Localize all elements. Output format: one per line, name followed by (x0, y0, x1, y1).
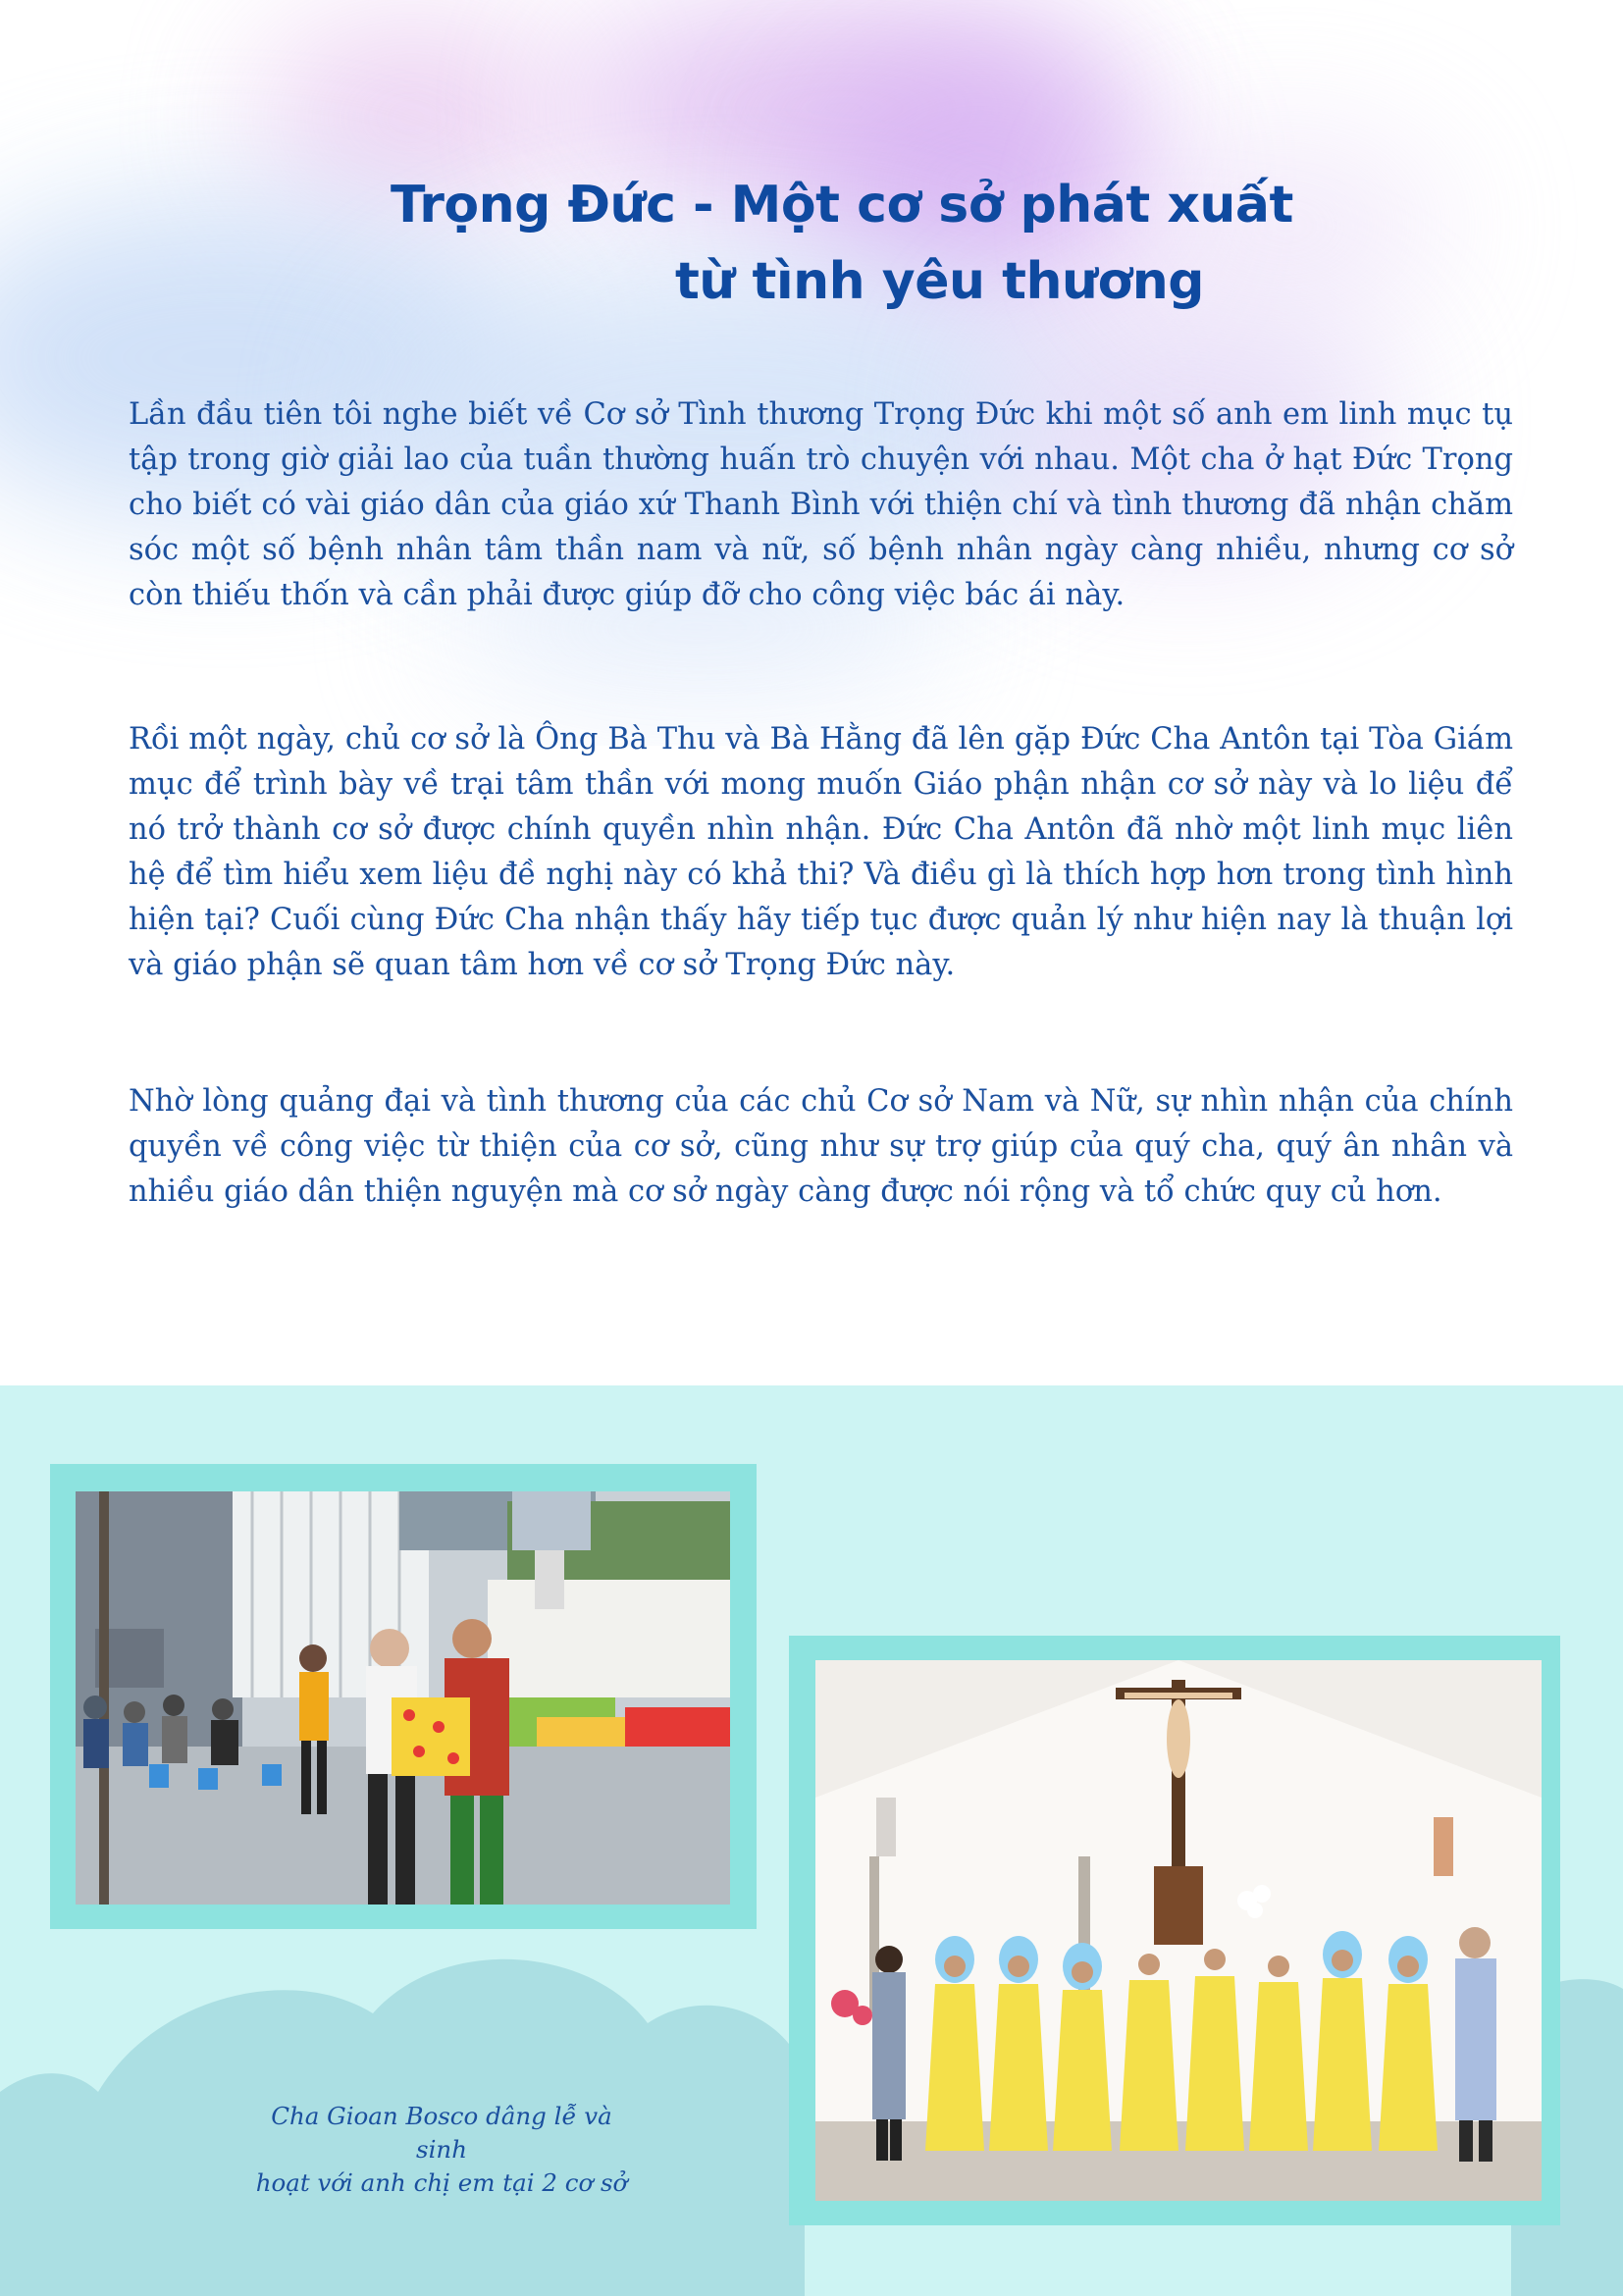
paragraph-1: Lần đầu tiên tôi nghe biết về Cơ sở Tình thương Trọng Đức khi một số anh em linh mục tụ tập trong giờ giải lao của tuần thường huấn trò chuyện với nhau. Một cha ở hạt Đức Trọng cho biết có vài giáo dân của giáo xứ Thanh Bình với thiện chí và tình thương đã nhận chăm sóc một số bệnh nhân tâm thần nam và nữ, số bệnh nhân ngày càng nhiều, nhưng cơ sở còn thiếu thốn và cần phải được giúp đỡ cho công việc bác ái này. (129, 397, 1513, 612)
watercolor-cloud-background (0, 0, 1623, 746)
paragraph-3: Nhờ lòng quảng đại và tình thương của các chủ Cơ sở Nam và Nữ, sự nhìn nhận của chính quyền về công việc từ thiện của cơ sở, cũng như sự trợ giúp của quý cha, quý ân nhân và nhiều giáo dân thiện nguyện mà cơ sở ngày càng được nói rộng và tổ chức quy củ hơn. (129, 1084, 1513, 1209)
page-title (0, 167, 1623, 320)
photo-gift-giving (76, 1491, 730, 1905)
photo-caption (245, 2100, 638, 2200)
photo-chapel-group (815, 1660, 1542, 2201)
caption-line-2: hoạt với anh chị em tại 2 cơ sở (255, 2168, 628, 2197)
title-line-2: từ tình yêu thương (675, 252, 1204, 311)
caption-line-1: Cha Gioan Bosco dâng lễ và sinh (271, 2102, 612, 2164)
title-line-1: Trọng Đức - Một cơ sở phát xuất (391, 176, 1293, 235)
paragraph-2: Rồi một ngày, chủ cơ sở là Ông Bà Thu và Bà Hằng đã lên gặp Đức Cha Antôn tại Tòa Giám mục để trình bày về trại tâm thần với mong muốn Giáo phận nhận cơ sở này và lo liệu để nó trở thành cơ sở được chính quyền nhìn nhận. Đức Cha Antôn đã nhờ một linh mục liên hệ để tìm hiểu xem liệu đề nghị này có khả thi? Và điều gì là thích hợp hơn trong tình hình hiện tại? Cuối cùng Đức Cha nhận thấy hãy tiếp tục được quản lý như hiện nay là thuận lợi và giáo phận sẽ quan tâm hơn về cơ sở Trọng Đức này. (129, 722, 1513, 982)
